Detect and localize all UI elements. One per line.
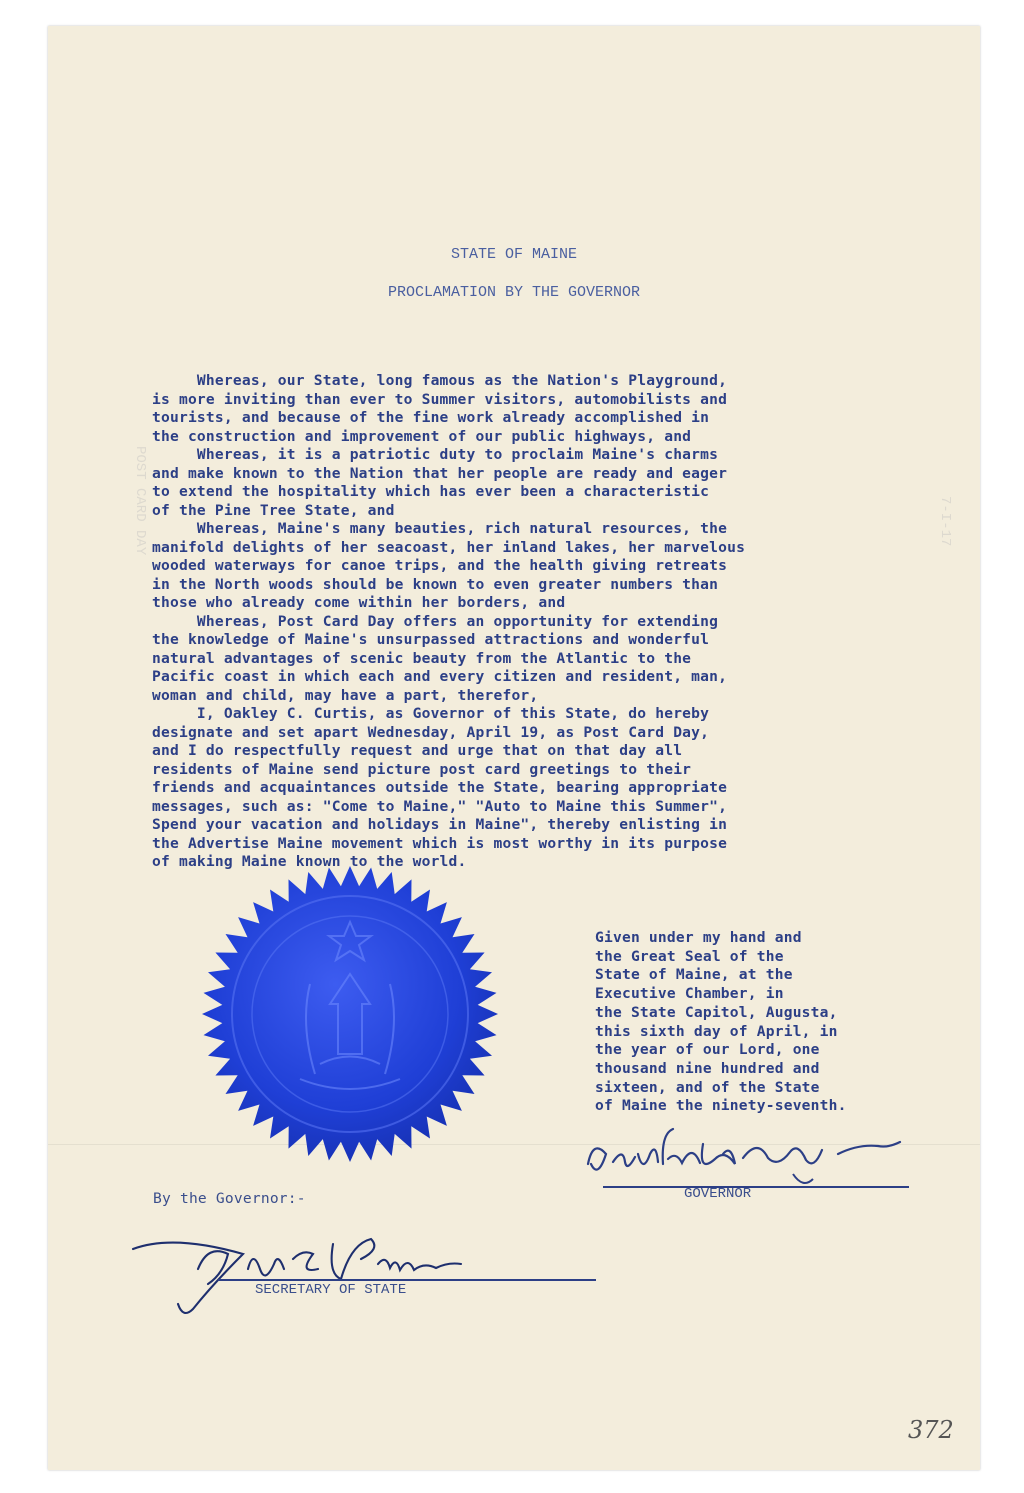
body-line: and I do respectfully request and urge that on that day all [152,742,683,759]
body-line: tourists, and because of the fine work already accomplished in [152,409,710,426]
body-line: residents of Maine send picture post card greetings to their [152,760,692,778]
body-line: Whereas, it is a patriotic duty to proclaim Maine's charms [152,446,719,463]
body-line: the construction and improvement of our public highways, and [152,427,692,445]
archive-number: 372 [908,1416,954,1444]
proclamation-body [152,372,745,872]
body-line: Whereas, our State, long famous as the Nation's Playground, [152,372,728,389]
heading-state: STATE OF MAINE [450,246,578,263]
given-under-hand-text [595,929,847,1116]
body-line: the knowledge of Maine's unsurpassed attractions and wonderful [152,631,710,648]
faint-stamp-right: 7-I-17 [937,496,953,547]
given-line: of Maine the ninety-seventh. [595,1097,847,1115]
body-line: woman and child, may have a part, therefor, [152,686,539,704]
faint-stamp-left: POST CARD DAY [132,446,148,556]
given-line: this sixth day of April, in [595,1022,838,1040]
great-seal-icon [200,864,500,1164]
body-line: friends and acquaintances outside the State, bearing appropriate [152,779,728,796]
body-line: I, Oakley C. Curtis, as Governor of this State, do hereby [152,705,710,722]
body-line: Whereas, Post Card Day offers an opportunity for extending [152,612,719,630]
given-line: the State Capitol, Augusta, [595,1003,838,1021]
secretary-label: SECRETARY OF STATE [255,1282,407,1298]
secretary-signature [118,1224,538,1324]
body-line: of making Maine known to the world. [152,853,467,870]
proclamation-document [48,26,980,1470]
secretary-signature-line [218,1279,596,1281]
given-line: the Great Seal of the [595,947,784,965]
body-line: those who already come within her borders, and [152,594,566,611]
body-line: designate and set apart Wednesday, April 19, as Post Card Day, [152,723,710,741]
body-line: Whereas, Maine's many beauties, rich natural resources, the [152,520,728,537]
body-line: messages, such as: "Come to Maine," "Auto to Maine this Summer", [152,797,728,815]
body-line: Spend your vacation and holidays in Maine", thereby enlisting in [152,816,728,833]
body-line: Pacific coast in which each and every citizen and resident, man, [152,668,728,685]
governor-signature-line [603,1186,909,1188]
body-line: in the North woods should be known to even greater numbers than [152,575,719,593]
body-line: of the Pine Tree State, and [152,501,395,519]
body-line: to extend the hospitality which has ever been a characteristic [152,483,710,500]
governor-label: GOVERNOR [684,1186,752,1202]
body-line: the Advertise Maine movement which is most worthy in its purpose [152,834,728,852]
given-line: sixteen, and of the State [595,1078,820,1096]
given-line: Executive Chamber, in [595,985,784,1003]
governor-signature [578,1124,918,1194]
body-line: natural advantages of scenic beauty from the Atlantic to the [152,649,692,667]
given-line: thousand nine hundred and [595,1059,820,1077]
heading-proclamation: PROCLAMATION BY THE GOVERNOR [387,284,641,301]
body-line: and make known to the Nation that her people are ready and eager [152,464,728,482]
body-line: manifold delights of her seacoast, her inland lakes, her marvelous [152,538,746,556]
given-line: State of Maine, at the [595,966,793,984]
given-line: the year of our Lord, one [595,1041,820,1059]
body-line: wooded waterways for canoe trips, and the health giving retreats [152,557,728,574]
by-the-governor-text: By the Governor:- [153,1190,306,1207]
body-line: is more inviting than ever to Summer visitors, automobilists and [152,390,728,408]
given-line: Given under my hand and [595,929,802,946]
